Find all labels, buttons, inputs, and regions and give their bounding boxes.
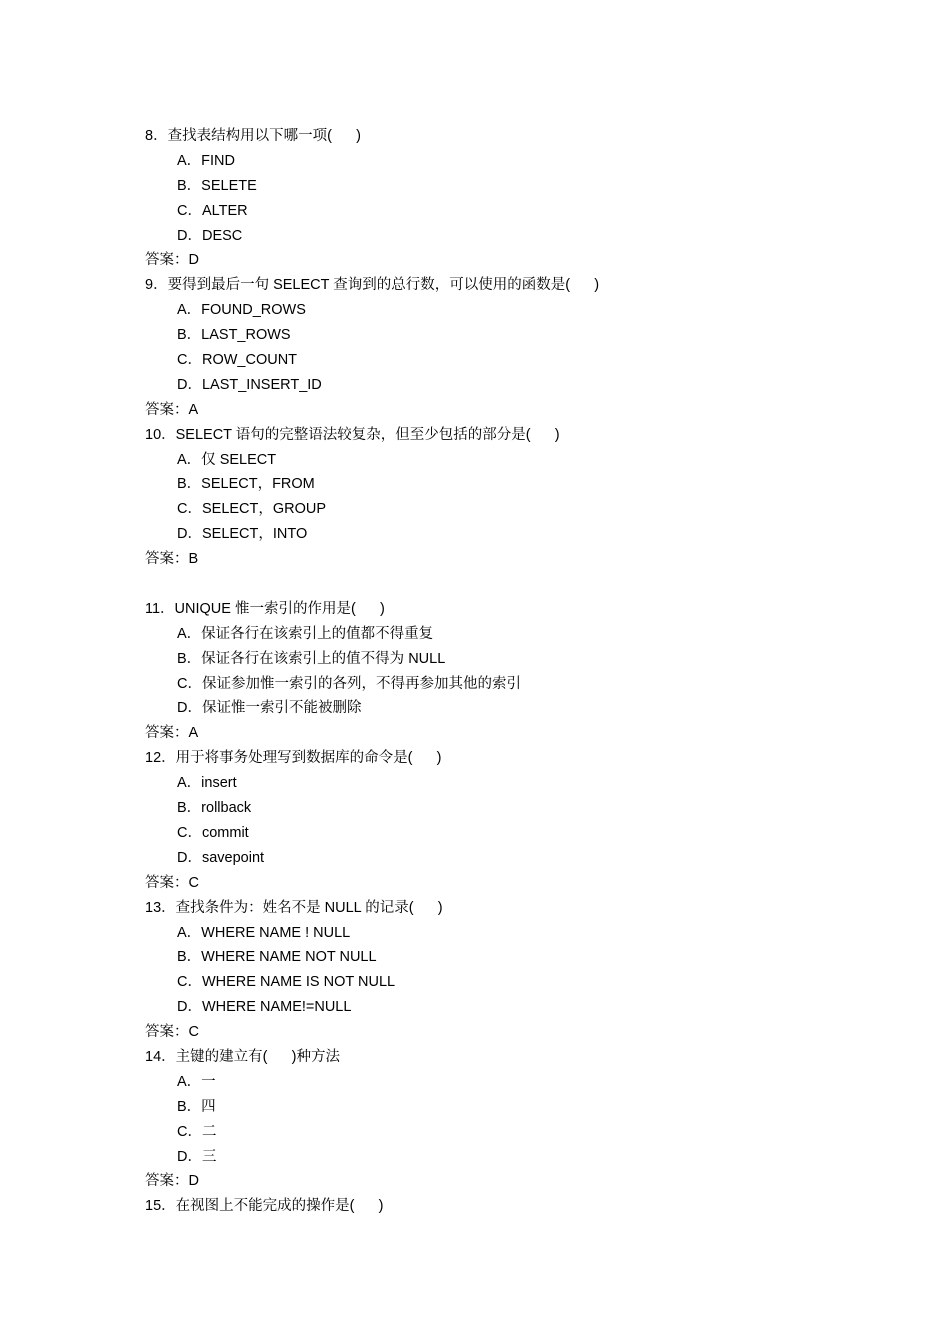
question-stem-10: 10．SELECT 语句的完整语法较复杂，但至少包括的部分是( ) [145, 426, 560, 443]
question-12-answer: 答案：C [145, 874, 199, 891]
question-stem-15: 15．在视图上不能完成的操作是( ) [145, 1198, 384, 1215]
question-10-option-c: C．SELECT，GROUP [177, 501, 327, 518]
question-11-option-b: B．保证各行在该索引上的值不得为 NULL [177, 650, 446, 667]
question-13-option-d: D．WHERE NAME!=NULL [177, 999, 352, 1016]
question-14-answer: 答案：D [145, 1173, 199, 1190]
question-14-option-d: D．三 [177, 1148, 217, 1165]
question-11-option-a: A．保证各行在该索引上的值都不得重复 [177, 625, 434, 642]
question-8-option-c: C．ALTER [177, 202, 248, 219]
question-10-option-b: B．SELECT，FROM [177, 476, 315, 493]
question-10-option-d: D．SELECT，INTO [177, 526, 308, 543]
question-14-option-a: A．一 [177, 1073, 216, 1090]
question-8-option-b: B．SELETE [177, 177, 257, 194]
blank-line [145, 572, 845, 597]
question-10-option-a: A．仅 SELECT [177, 451, 277, 468]
question-12-option-c: C．commit [177, 824, 249, 841]
question-stem-8: 8．查找表结构用以下哪一项( ) [145, 128, 361, 144]
question-10-answer: 答案：B [145, 551, 199, 568]
document-body [145, 124, 845, 1219]
question-13-answer: 答案：C [145, 1024, 199, 1041]
question-13-option-c: C．WHERE NAME IS NOT NULL [177, 974, 396, 991]
question-9-option-d: D．LAST_INSERT_ID [177, 376, 322, 393]
question-stem-11: 11．UNIQUE 惟一索引的作用是( ) [145, 600, 385, 617]
question-9-option-c: C．ROW_COUNT [177, 352, 298, 369]
question-12-option-a: A．insert [177, 775, 237, 792]
question-8-option-a: A．FIND [177, 152, 235, 169]
question-12-option-d: D．savepoint [177, 849, 265, 866]
question-14-option-b: B．四 [177, 1098, 216, 1115]
question-13-option-b: B．WHERE NAME NOT NULL [177, 949, 377, 966]
question-9-option-b: B．LAST_ROWS [177, 327, 291, 344]
question-stem-9: 9．要得到最后一句 SELECT 查询到的总行数，可以使用的函数是( ) [145, 277, 600, 294]
question-12-option-b: B．rollback [177, 800, 252, 817]
question-8-option-d: D．DESC [177, 227, 243, 244]
question-11-answer: 答案：A [145, 725, 199, 742]
question-9-option-a: A．FOUND_ROWS [177, 302, 306, 319]
question-8-answer: 答案：D [145, 252, 199, 269]
question-11-option-d: D．保证惟一索引不能被删除 [177, 700, 362, 717]
question-11-option-c: C．保证参加惟一索引的各列，不得再参加其他的索引 [177, 675, 521, 692]
question-9-answer: 答案：A [145, 401, 199, 418]
question-stem-13: 13．查找条件为：姓名不是 NULL 的记录( ) [145, 899, 443, 916]
question-stem-14: 14．主键的建立有( )种方法 [145, 1048, 340, 1065]
question-13-option-a: A．WHERE NAME ! NULL [177, 924, 351, 941]
question-14-option-c: C．二 [177, 1123, 217, 1140]
question-stem-12: 12．用于将事务处理写到数据库的命令是( ) [145, 750, 442, 767]
